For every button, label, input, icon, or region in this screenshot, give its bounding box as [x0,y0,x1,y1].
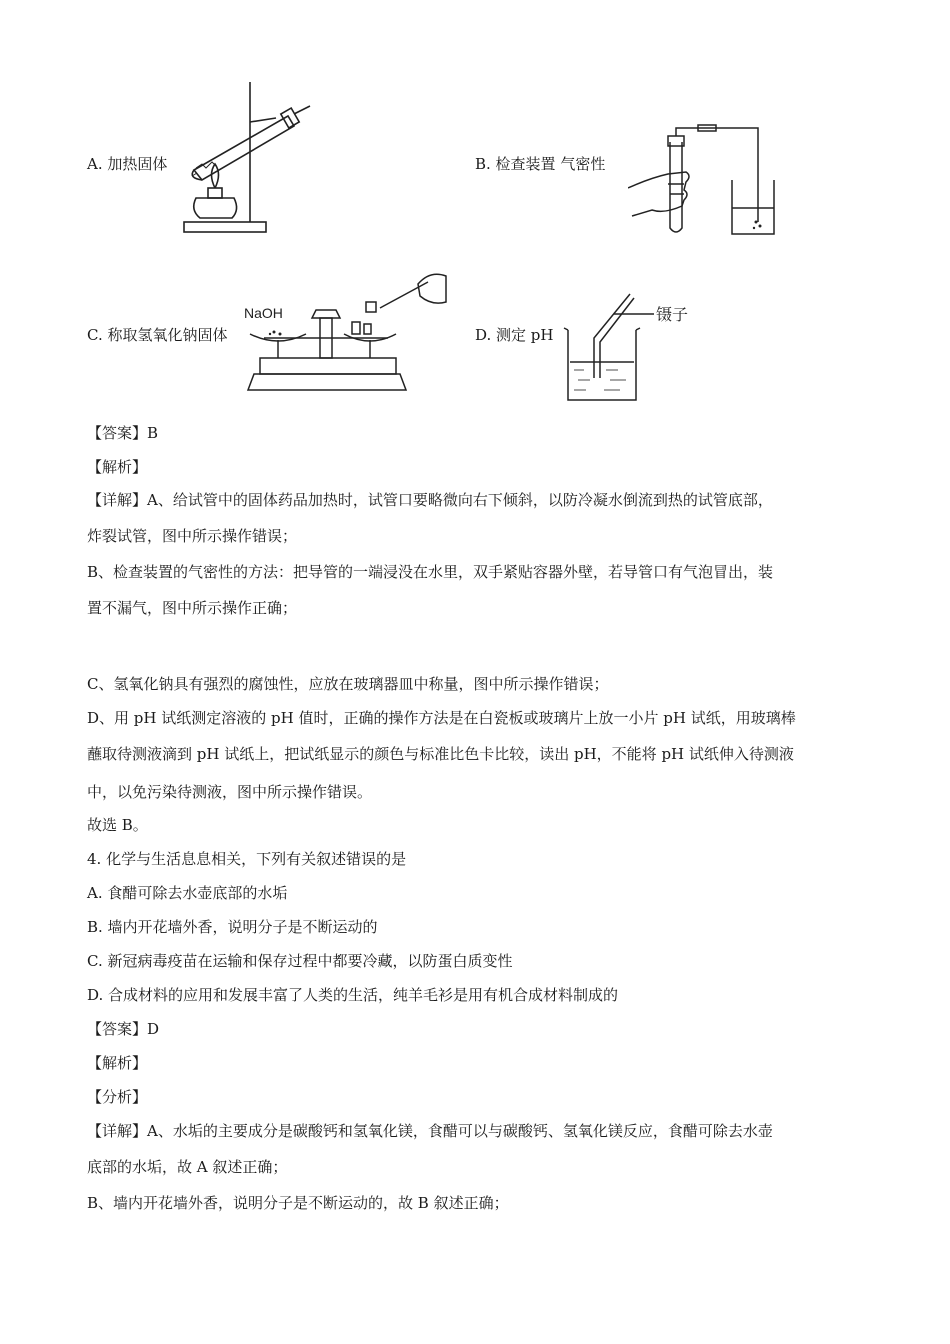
answer-tag: 【答案】 [87,424,148,442]
weighing-naoh-figure [240,262,450,402]
q3-detail-line-8: 中，以免污染待测液，图中所示操作错误。 [87,783,373,801]
detail-tag: 【详解】 [87,491,148,509]
heating-solid-figure [180,78,315,238]
answer-value: B [147,424,159,442]
q3-detail-line-3: B、检查装置的气密性的方法：把导管的一端浸没在水里，双手紧贴容器外壁，若导管口有气泡冒出，装 [87,563,774,581]
naoh-label: NaOH [244,305,283,321]
q4-choice-b: B. 墙内开花墙外香，说明分子是不断运动的 [87,918,378,936]
q3-detail-line-7: 蘸取待测液滴到 pH 试纸上，把试纸显示的颜色与标准比色卡比较，读出 pH，不能将 pH 试纸伸入待测液 [87,745,794,763]
q3-detail-line-2: 炸裂试管，图中所示操作错误； [87,527,298,545]
option-c-label: C. 称取氢氧化钠固体 [87,326,228,344]
q4-stem: 4. 化学与生活息息相关，下列有关叙述错误的是 [87,850,407,868]
q3-detail-line-5: C、氢氧化钠具有强烈的腐蚀性，应放在玻璃器皿中称量，图中所示操作错误； [87,675,609,693]
q3-conclusion: 故选 B。 [87,816,148,834]
option-a-label: A. 加热固体 [87,155,168,173]
q4-detail-line-2: 底部的水垢，故 A 叙述正确； [87,1158,288,1176]
q4-choice-d: D. 合成材料的应用和发展丰富了人类的生活，纯羊毛衫是用有机合成材料制成的 [87,986,619,1004]
analysis-tag: 【解析】 [87,458,148,476]
answer-value: D [147,1020,160,1038]
option-d-label: D. 测定 pH [475,326,554,344]
airtightness-figure [628,122,778,240]
tweezers-label: 镊子 [656,307,689,324]
q4-answer-line [87,1020,159,1038]
q3-detail-line-6: D、用 pH 试纸测定溶液的 pH 值时，正确的操作方法是在白瓷板或玻璃片上放一小片 pH 试纸，用玻璃棒 [87,709,796,727]
q4-choice-c: C. 新冠病毒疫苗在运输和保存过程中都要冷藏，以防蛋白质变性 [87,952,513,970]
q4-detail-line-3: B、墙内开花墙外香，说明分子是不断运动的，故 B 叙述正确； [87,1194,509,1212]
detail-tag: 【详解】 [87,1122,148,1140]
q4-detail-line-1: 【详解】A、水垢的主要成分是碳酸钙和氢氧化镁，食醋可以与碳酸钙、氢氧化镁反应，食醋可除去水壶 [87,1122,773,1140]
answer-tag: 【答案】 [87,1020,148,1038]
q4-analysis-tag: 【解析】 [87,1054,148,1072]
q3-detail-line-1: 【详解】A、给试管中的固体药品加热时，试管口要略微向右下倾斜，以防冷凝水倒流到热的试管底部， [87,491,773,509]
q4-choice-a: A. 食醋可除去水壶底部的水垢 [87,884,288,902]
option-b-label: B. 检查装置 气密性 [475,155,606,173]
ph-test-figure [560,290,700,402]
q4-fenxi-tag: 【分析】 [87,1088,148,1106]
q3-detail-line-4: 置不漏气，图中所示操作正确； [87,599,298,617]
q3-answer-line [87,424,158,442]
